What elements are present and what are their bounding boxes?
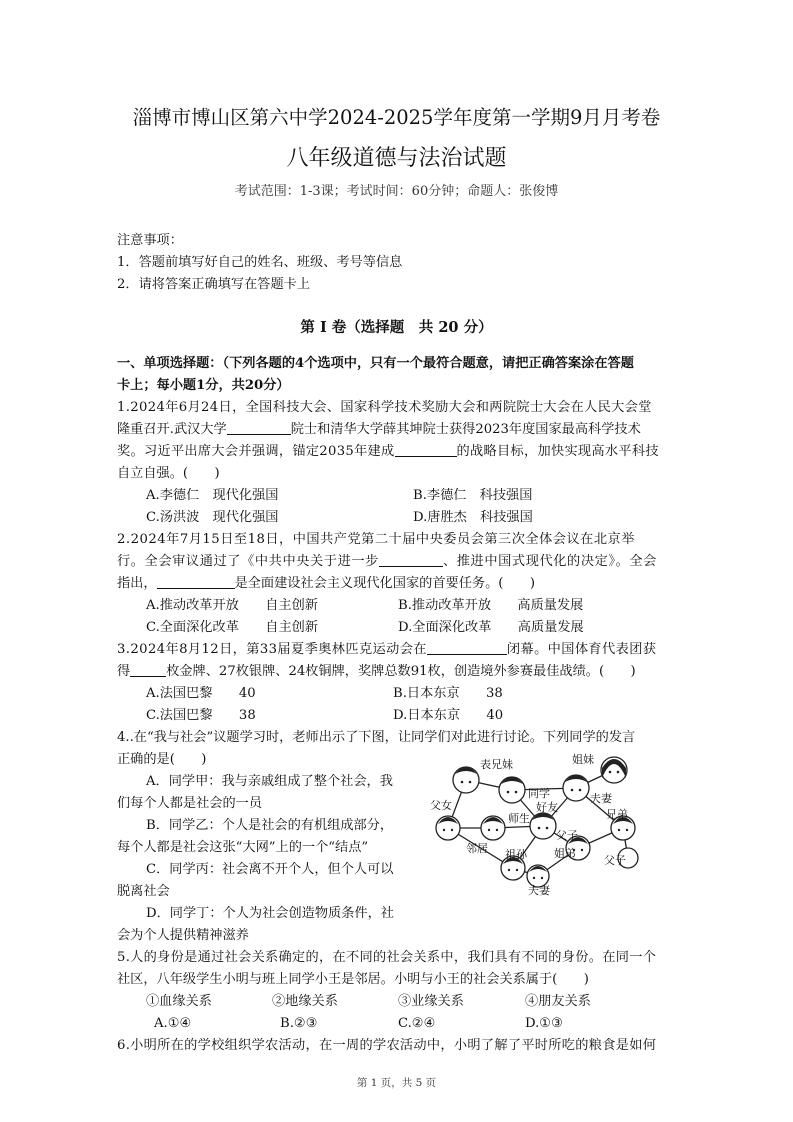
diagram-label: 祖孙 xyxy=(505,848,527,861)
q4-option-c: C．同学丙：社会离不开个人，但个人可以 xyxy=(146,862,394,877)
exam-info: 考试范围：1-3课；考试时间：60分钟；命题人：张俊博 xyxy=(234,184,559,199)
section-instruction: 一、单项选择题：（下列各题的4个选项中，只有一个最符合题意，请把正确答案涂在答题 xyxy=(117,356,634,371)
q5-item-4: ④朋友关系 xyxy=(525,994,591,1009)
diagram-label: 兄弟 xyxy=(606,808,628,821)
q4-option-d-cont: 会为个人提供精神滋养 xyxy=(117,928,249,943)
q4-option-a: A．同学甲：我与亲戚组成了整个社会，我 xyxy=(146,774,393,789)
q1-stem-line1: 1.2024年6月24日，全国科技大会、国家科学技术奖励大会和两院院士大会在人民大会堂 xyxy=(117,400,652,415)
q1-text: 的战略目标，加快实现高水平科技 xyxy=(456,444,659,459)
q1-option-d: D.唐胜杰 科技强国 xyxy=(413,510,533,525)
q5-stem-line1: 5.人的身份是通过社会关系确定的，在不同的社会关系中，我们具有不同的身份。在同一个 xyxy=(117,950,657,965)
q1-option-a: A.李德仁 现代化强国 xyxy=(146,488,279,503)
q4-option-d: D．同学丁：个人为社会创造物质条件，社 xyxy=(146,906,394,921)
diagram-label: 表兄妹 xyxy=(480,758,513,771)
diagram-label: 姐弟 xyxy=(554,847,576,860)
answer-blank xyxy=(130,662,166,677)
q3-text: 枚金牌、27枚银牌、24枚铜牌，奖牌总数91枚，创造境外参赛最佳战绩。( ) xyxy=(166,664,636,679)
q5-option-c: C.②④ xyxy=(398,1016,436,1031)
note-item-1: 1．答题前填写好自己的姓名、班级、考号等信息 xyxy=(117,255,403,270)
q3-text: 闭幕。中国体育代表团获 xyxy=(506,642,657,657)
exam-title: 淄博市博山区第六中学2024-2025学年度第一学期9月月考卷 xyxy=(132,106,661,129)
q2-text: 指出， xyxy=(117,576,157,591)
diagram-label: 同学 xyxy=(528,787,550,800)
q5-text: 社区，八年级学生小明与班上同学小王是邻居。 xyxy=(117,972,394,987)
q4-stem-line2: 正确的是( ) xyxy=(117,752,207,767)
diagram-label: 父女 xyxy=(430,799,452,812)
page-footer: 第 1 页，共 5 页 xyxy=(356,1077,437,1089)
answer-blank xyxy=(157,574,235,589)
diagram-label: 父子 xyxy=(556,829,578,842)
q5-option-d: D.①③ xyxy=(525,1016,563,1031)
diagram-label: 夫妻 xyxy=(528,884,550,897)
diagram-label: 姐妹 xyxy=(572,753,594,766)
note-item-2: 2．请将答案正确填写在答题卡上 xyxy=(117,277,311,292)
answer-blank xyxy=(395,442,457,457)
q2-text: 、推进中国式现代化的决定》。全会 xyxy=(442,554,657,569)
q5-option-b: B.②③ xyxy=(280,1016,318,1031)
q5-stem-line2 xyxy=(117,969,589,991)
q3-option-d: D.日本东京 40 xyxy=(393,708,504,723)
q1-text: 院士和清华大学薛其坤院士获得2023年度国家最高科学技术 xyxy=(290,422,641,437)
q5-item-2: ②地缘关系 xyxy=(272,994,338,1009)
q5-option-a: A.①④ xyxy=(154,1016,192,1031)
section-instruction-cont: 卡上；每小题1分，共20分） xyxy=(117,378,290,393)
q2-stem-line3 xyxy=(117,573,535,595)
q3-option-b: B.日本东京 38 xyxy=(393,686,503,701)
q4-option-a-cont: 们每个人都是社会的一员 xyxy=(117,796,263,811)
diagram-label: 夫妻 xyxy=(590,792,612,805)
q2-option-b: B.推动改革开放 高质量发展 xyxy=(398,598,584,613)
q4-option-b-cont: 每个人都是社会这张“大网”上的一个“结点” xyxy=(117,840,369,855)
q1-text: 奖。习近平出席大会并强调，锚定2035年建成 xyxy=(117,444,395,459)
answer-blank xyxy=(427,640,507,655)
q1-option-c: C.汤洪波 现代化强国 xyxy=(146,510,279,525)
q6-stem-line1: 6.小明所在的学校组织学农活动，在一周的学农活动中，小明了解了平时所吃的粮食是如何 xyxy=(117,1038,657,1053)
q2-text: 是全面建设社会主义现代化国家的首要任务。( ) xyxy=(234,576,535,591)
q4-option-b: B．同学乙：个人是社会的有机组成部分， xyxy=(146,818,394,833)
q3-option-a: A.法国巴黎 40 xyxy=(146,686,256,701)
q5-item-3: ③业缘关系 xyxy=(398,994,464,1009)
diagram-label: 师生 xyxy=(508,812,530,825)
answer-blank xyxy=(379,552,443,567)
q2-option-c: C.全面深化改革 自主创新 xyxy=(146,620,319,635)
q5-text: 小明与小王的社会关系属于( ) xyxy=(393,972,589,987)
q4-option-c-cont: 脱离社会 xyxy=(117,884,170,899)
social-network-diagram xyxy=(428,748,664,898)
q4-stem-line1: 4..在“我与社会”议题学习时，老师出示了下图，让同学们对此进行讨论。下列同学的发言 xyxy=(117,730,636,745)
q2-stem-line1: 2.2024年7月15日至18日，中国共产党第二十届中央委员会第三次全体会议在北京举 xyxy=(117,532,635,547)
q1-option-b: B.李德仁 科技强国 xyxy=(413,488,533,503)
q2-text: 行。全会审议通过了《中共中央关于进一步 xyxy=(117,554,379,569)
q3-text: 3.2024年8月12日，第33届夏季奥林匹克运动会在 xyxy=(117,642,427,657)
section-title: 第 I 卷（选择题 共 20 分） xyxy=(300,319,493,336)
diagram-label: 邻居 xyxy=(466,842,488,855)
q3-stem-line2 xyxy=(117,661,636,683)
exam-subject-title: 八年级道德与法治试题 xyxy=(286,146,507,171)
q1-stem-line4: 自立自强。( ) xyxy=(117,466,220,481)
q1-stem-line3 xyxy=(117,441,659,463)
notes-heading: 注意事项： xyxy=(117,233,183,248)
diagram-label: 父子 xyxy=(604,854,626,867)
q3-option-c: C.法国巴黎 38 xyxy=(146,708,256,723)
q3-stem-line1 xyxy=(117,639,656,661)
q2-stem-line2 xyxy=(117,551,657,573)
answer-blank xyxy=(227,420,291,435)
q3-text: 得 xyxy=(117,664,131,679)
q5-item-1: ①血缘关系 xyxy=(146,994,212,1009)
diagram-label: 好友 xyxy=(536,801,558,814)
q1-text: 隆重召开.武汉大学 xyxy=(117,422,227,437)
q2-option-a: A.推动改革开放 自主创新 xyxy=(146,598,318,613)
q1-stem-line2 xyxy=(117,419,641,441)
q2-option-d: D.全面深化改革 高质量发展 xyxy=(398,620,584,635)
